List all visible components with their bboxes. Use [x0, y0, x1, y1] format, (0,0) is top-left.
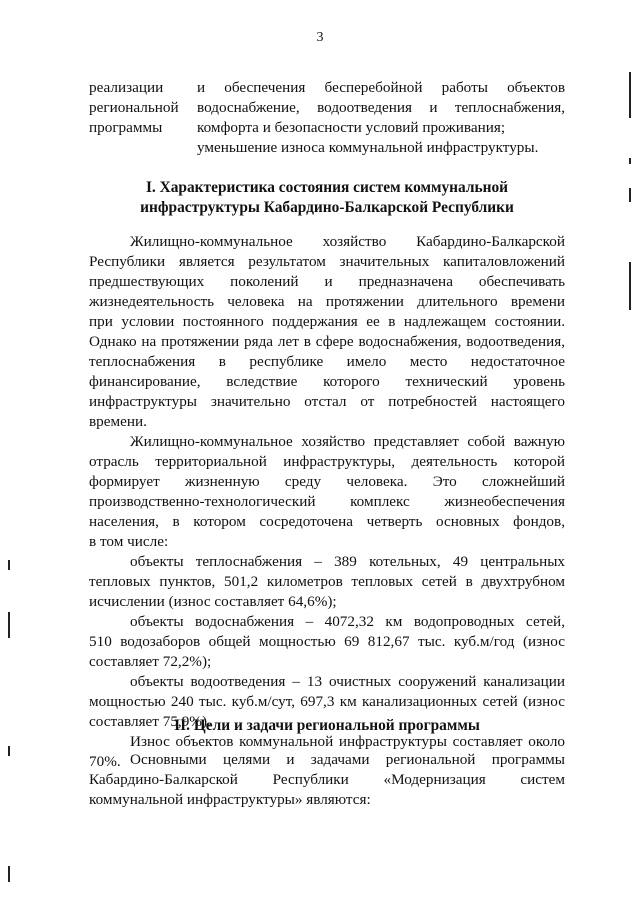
body-line: Кабардино-Балкарской Республики «Модернизация систем — [89, 771, 565, 788]
section-1-title-line: I. Характеристика состояния систем коммунальной — [145, 179, 509, 196]
body-line: Жилищно-коммунальное хозяйство Кабардино-Балкарской — [130, 233, 565, 250]
scan-margin-mark — [8, 866, 10, 882]
body-line: объекты водоотведения – 13 очистных сооружений канализации — [130, 673, 565, 690]
body-line: мощностью 240 тыс. куб.м/сут, 697,3 км канализационных сетей (износ — [89, 693, 565, 710]
scan-margin-mark — [8, 612, 10, 638]
body-line: объекты водоснабжения – 4072,32 км водопроводных сетей, — [130, 613, 565, 630]
intro-line: уменьшение износа коммунальной инфраструктуры. — [197, 139, 539, 156]
body-line: жизнедеятельность человека на протяжении длительного времени — [89, 293, 565, 310]
body-line: при условии постоянного поддержания ее в надлежащем состоянии. — [89, 313, 565, 330]
body-line: объекты теплоснабжения – 389 котельных, 49 центральных — [130, 553, 565, 570]
body-line: времени. — [89, 413, 147, 430]
intro-label: реализации — [89, 79, 164, 96]
scan-margin-mark — [629, 72, 631, 118]
body-line: теплоснабжения в республике имело место недостаточное — [89, 353, 565, 370]
body-line: Основными целями и задачами региональной программы — [130, 751, 565, 768]
body-line: тепловых пунктов, 501,2 километров тепловых сетей в двухтрубном — [89, 573, 565, 590]
intro-text-column — [197, 78, 565, 158]
section-2-body — [89, 750, 565, 810]
page-number: 3 — [316, 30, 324, 45]
body-line: в том числе: — [89, 533, 169, 550]
body-line: 70%. — [89, 753, 121, 770]
body-line: инфраструктуры значительно отстал от потребностей настоящего — [89, 393, 565, 410]
body-line: производственно-технологический комплекс жизнеобеспечения — [89, 493, 565, 510]
body-line: Однако на протяжении ряда лет в сфере водоснабжения, водоотведения, — [89, 333, 565, 350]
body-line: Жилищно-коммунальное хозяйство представляет собой важную — [130, 433, 565, 450]
body-line: исчислении (износ составляет 64,6%); — [89, 593, 337, 610]
body-line: Износ объектов коммунальной инфраструктуры составляет около — [130, 733, 565, 750]
body-line: населения, в котором сосредоточена четверть основных фондов, — [89, 513, 565, 530]
body-line: коммунальной инфраструктуры» являются: — [89, 791, 371, 808]
intro-label: региональной — [89, 99, 179, 116]
section-1-heading — [89, 178, 565, 218]
scan-margin-mark — [8, 746, 10, 756]
intro-line: комфорта и безопасности условий проживания; — [197, 119, 506, 136]
section-2-heading — [89, 716, 565, 736]
scan-margin-mark — [629, 188, 631, 202]
intro-label: программы — [89, 119, 163, 136]
body-line: предшествующих поколений и предназначена обеспечивать — [89, 273, 565, 290]
body-line: формирует жизненную среду человека. Это сложнейший — [89, 473, 565, 490]
intro-line: и обеспечения бесперебойной работы объектов — [197, 79, 565, 96]
section-2-title: II. Цели и задачи региональной программы — [174, 717, 480, 734]
scan-margin-mark — [629, 262, 631, 310]
body-line: Республики является результатом значительных капиталовложений — [89, 253, 565, 270]
scan-margin-mark — [629, 158, 631, 164]
intro-line: водоснабжение, водоотведения и теплоснабжения, — [197, 99, 565, 116]
body-line: отрасль территориальной инфраструктуры, деятельность которой — [89, 453, 565, 470]
body-line: 510 водозаборов общей мощностью 69 812,67 тыс. куб.м/год (износ — [89, 633, 565, 650]
section-1-title-line: инфраструктуры Кабардино-Балкарской Республики — [140, 199, 514, 216]
body-line: составляет 72,2%); — [89, 653, 212, 670]
body-line: составляет 75,9%). — [89, 713, 211, 730]
intro-label-column — [89, 78, 197, 138]
scan-margin-mark — [8, 560, 10, 570]
section-1-body — [89, 232, 565, 772]
body-line: финансирование, вследствие которого технический уровень — [89, 373, 565, 390]
